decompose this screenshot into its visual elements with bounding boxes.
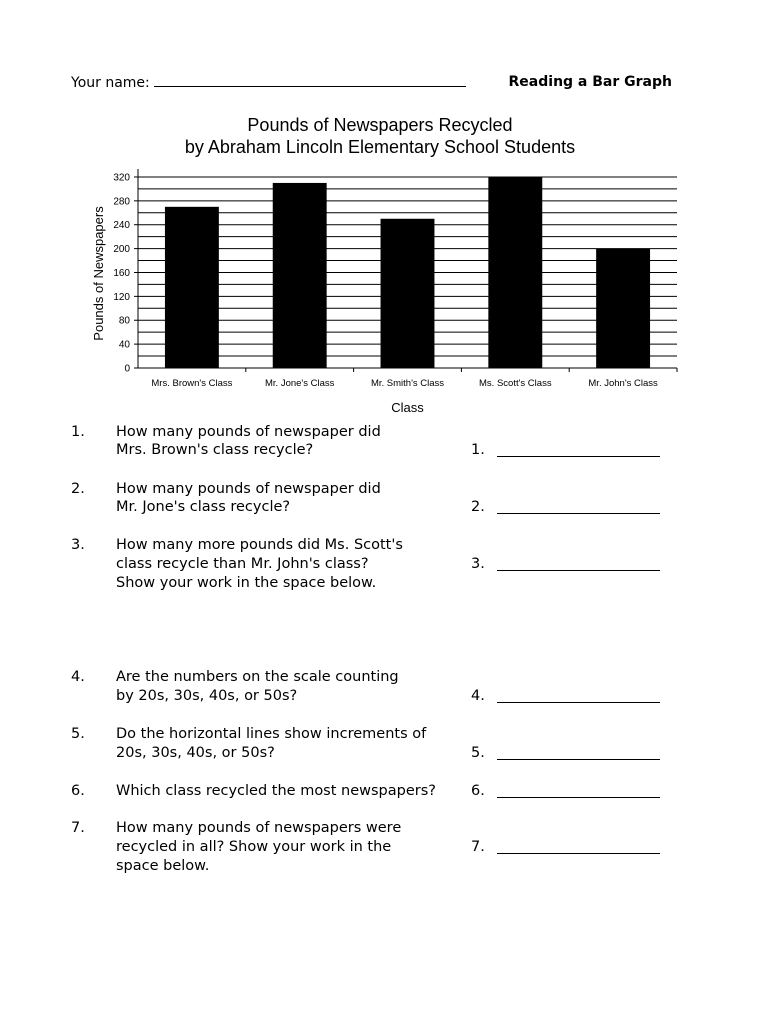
bar-chart [80,165,690,420]
answer-number: 4. [471,688,485,704]
question-number: 4. [71,669,85,685]
y-tick-label: 200 [113,244,130,256]
chart-title-line-2: by Abraham Lincoln Elementary School Students [184,137,576,157]
question-text-line: Are the numbers on the scale counting [116,669,399,685]
answer-line[interactable] [497,853,660,854]
answer-number: 2. [471,499,485,515]
question-text-line: How many pounds of newspapers were [116,820,402,836]
x-tick-label: Mrs. Brown's Class [151,378,233,389]
question-text-line: Do the horizontal lines show increments of [116,726,427,742]
question-text-line: How many pounds of newspaper did [116,424,381,440]
answer-number: 1. [471,442,485,458]
y-tick-label: 120 [113,291,130,303]
question-number: 3. [71,537,85,553]
question-number: 1. [71,424,85,440]
question-text-line: Show your work in the space below. [116,575,377,591]
x-tick-label: Ms. Scott's Class [479,378,552,389]
y-tick-label: 160 [113,267,130,279]
answer-number: 5. [471,745,485,761]
answer-number: 7. [471,839,485,855]
y-tick-label: 280 [113,196,130,208]
question-text-line: class recycle than Mr. John's class? [116,556,369,572]
y-tick-label: 40 [118,339,130,351]
answer-line[interactable] [497,456,660,457]
worksheet-title: Reading a Bar Graph [508,74,672,90]
question-number: 6. [71,783,85,799]
answer-line[interactable] [497,759,660,760]
question-text-line: How many more pounds did Ms. Scott's [116,537,403,553]
bar [165,207,219,368]
name-field-row [71,74,466,91]
answer-line[interactable] [497,797,660,798]
question-text-line: space below. [116,858,210,874]
y-tick-label: 0 [124,363,130,375]
question-text-line: Mr. Jone's class recycle? [116,499,291,515]
answer-line[interactable] [497,513,660,514]
question-text-line: recycled in all? Show your work in the [116,839,392,855]
x-tick-label: Mr. Jone's Class [265,378,335,389]
bar [488,177,542,368]
answer-line[interactable] [497,702,660,703]
bar [273,183,327,368]
name-label: Your name: [71,75,150,91]
question-number: 5. [71,726,85,742]
y-axis-title: Pounds of Newspapers [91,206,106,341]
name-answer-line[interactable] [154,74,466,87]
chart-title-line-1: Pounds of Newspapers Recycled [247,115,513,135]
answer-line[interactable] [497,570,660,571]
question-text-line: by 20s, 30s, 40s, or 50s? [116,688,298,704]
y-tick-label: 320 [113,172,130,184]
x-axis-title: Class [391,400,424,415]
x-tick-label: Mr. Smith's Class [370,378,445,389]
question-text-line: Mrs. Brown's class recycle? [116,442,314,458]
y-tick-label: 240 [113,220,130,232]
bar [596,249,650,368]
y-tick-label: 80 [118,315,130,327]
answer-number: 3. [471,556,485,572]
answer-number: 6. [471,783,485,799]
x-tick-label: Mr. John's Class [588,378,658,389]
question-text-line: Which class recycled the most newspapers? [116,783,436,799]
question-text-line: 20s, 30s, 40s, or 50s? [116,745,275,761]
question-number: 7. [71,820,85,836]
bar [381,219,435,368]
question-number: 2. [71,481,85,497]
question-text-line: How many pounds of newspaper did [116,481,381,497]
